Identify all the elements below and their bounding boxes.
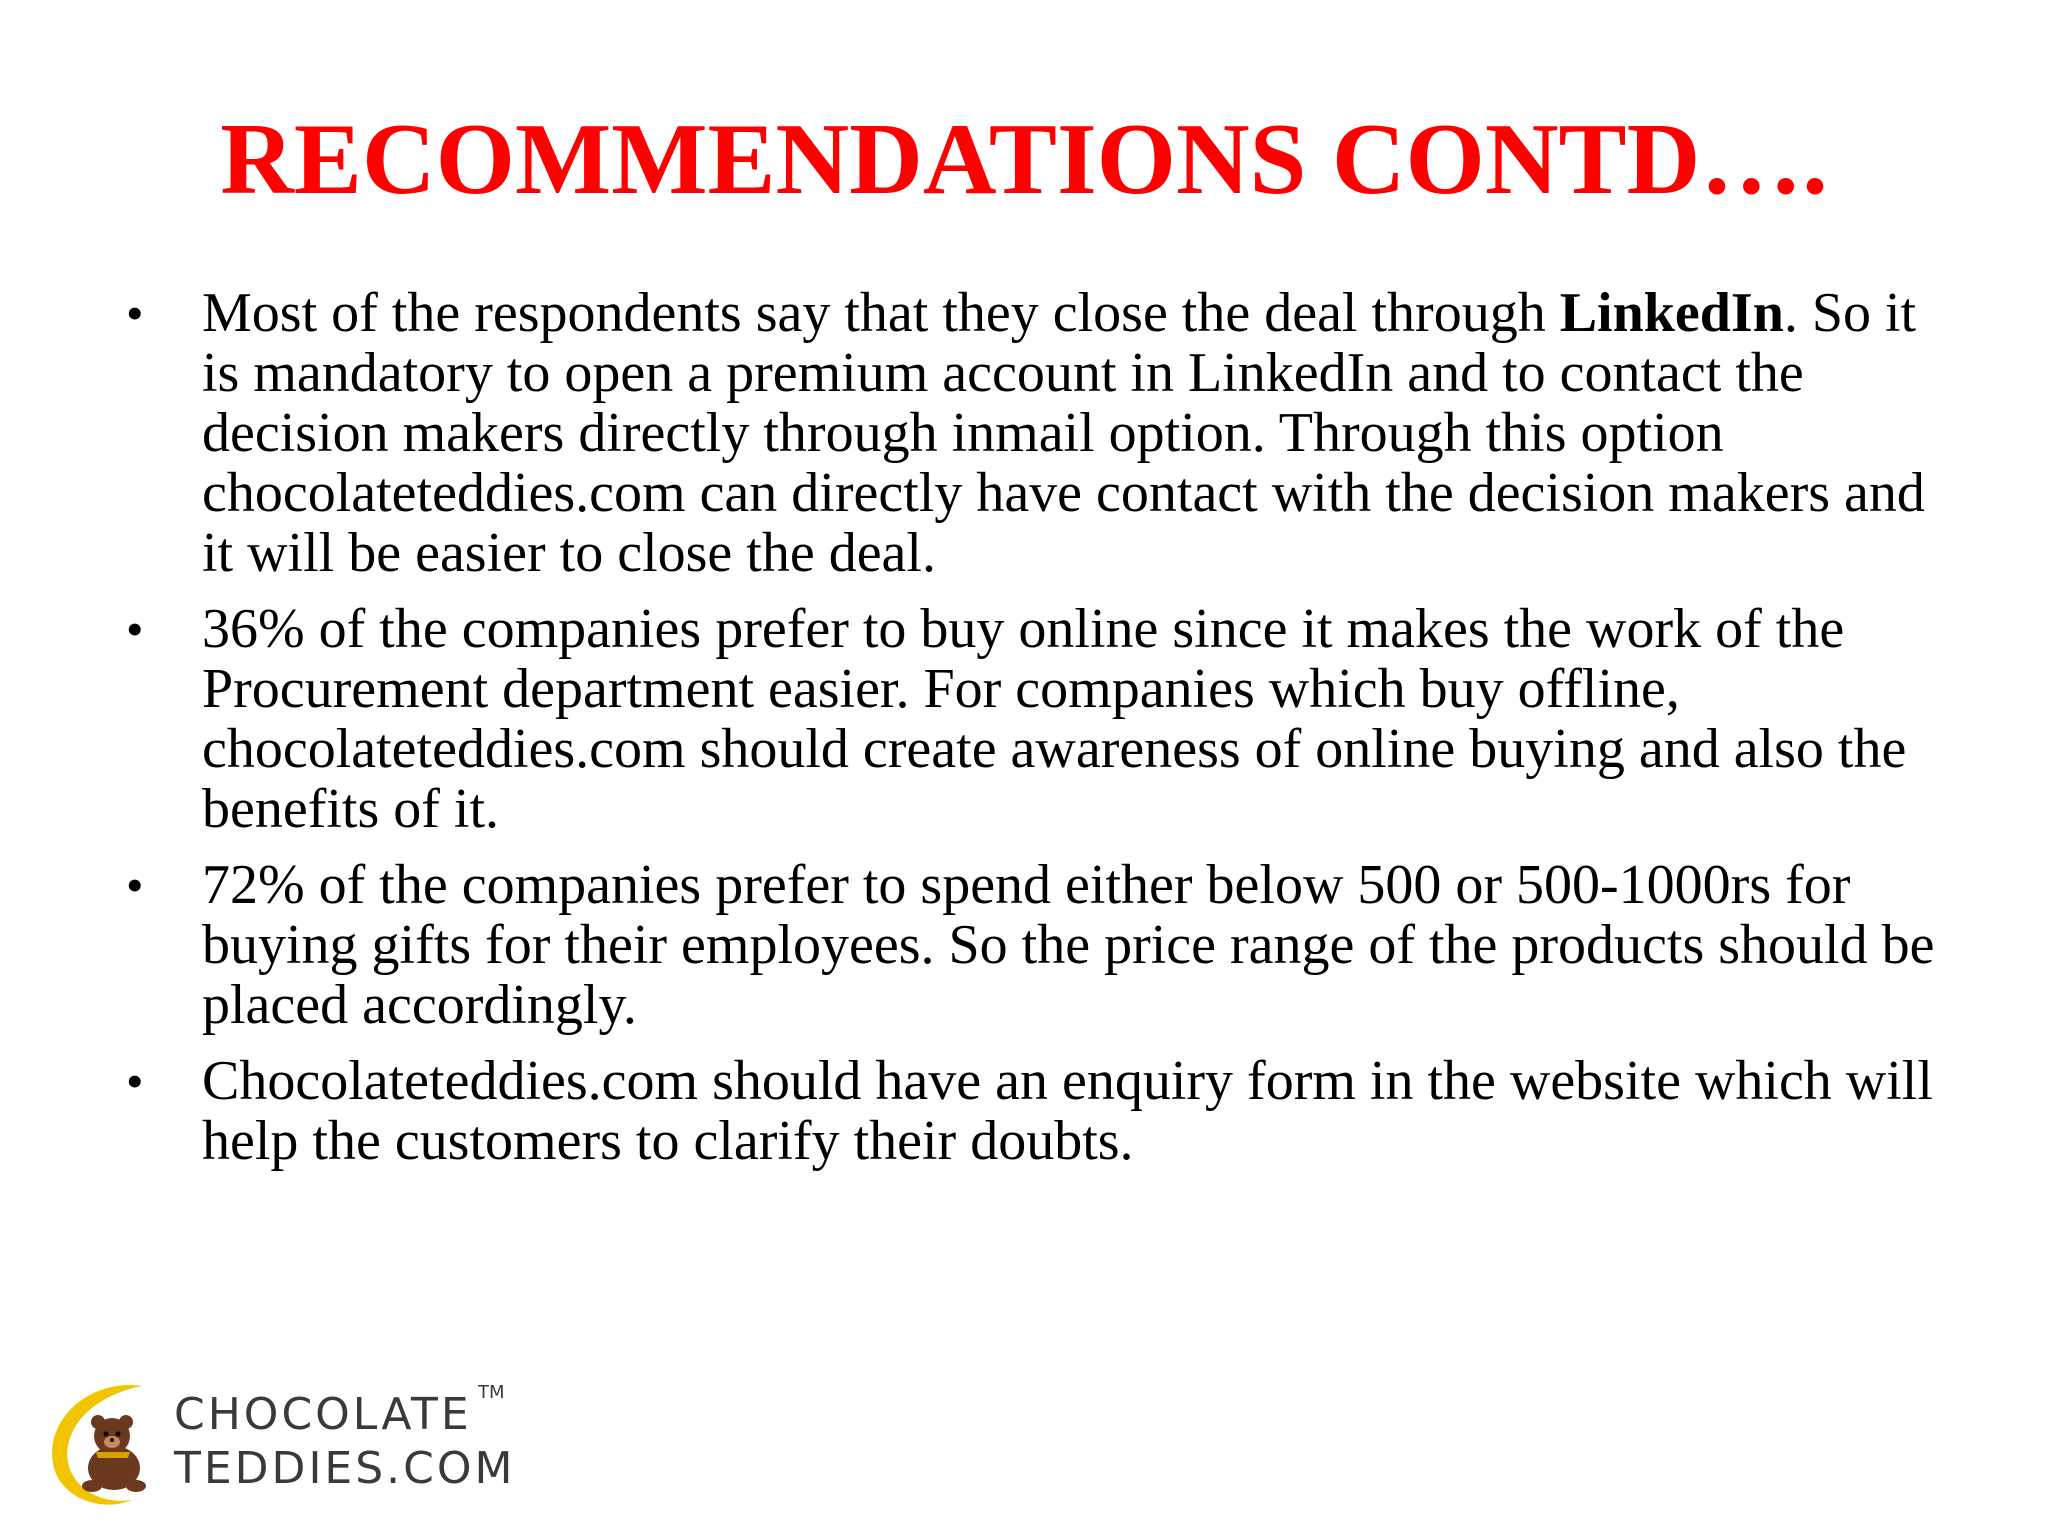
bullet-item xyxy=(126,855,1966,1035)
bullet-list xyxy=(126,283,1966,1187)
teddy-moon-logo-icon xyxy=(32,1368,182,1518)
bullet-marker: • xyxy=(126,857,144,913)
bullet-marker: • xyxy=(126,1053,144,1109)
bullet-item xyxy=(126,283,1966,583)
logo-text-teddies: TEDDIES.COM xyxy=(174,1443,516,1494)
bullet-text: 36% of the companies prefer to buy online since it makes the work of the Procurement department easier. For companies which buy offline, chocolateteddies.com should create awareness of online buying and also the benefits of it. xyxy=(202,598,1907,840)
bullet-text-before: Most of the respondents say that they close the deal through xyxy=(202,282,1560,344)
bullet-marker: • xyxy=(126,601,144,657)
logo-text-chocolate: CHOCOLATE xyxy=(174,1389,472,1440)
slide-title: RECOMMENDATIONS CONTD…. xyxy=(220,103,1828,216)
logo-trademark: TM xyxy=(478,1382,505,1403)
brand-logo xyxy=(32,1368,516,1518)
bullet-item xyxy=(126,1051,1966,1171)
linkedin-term: LinkedIn xyxy=(1559,282,1784,344)
bullet-text: 72% of the companies prefer to spend either below 500 or 500-1000rs for buying gifts for their employees. So the price range of the products should be placed accordingly. xyxy=(202,854,1935,1036)
bullet-item xyxy=(126,599,1966,839)
bullet-text: Chocolateteddies.com should have an enquiry form in the website which will help the customers to clarify their doubts. xyxy=(202,1050,1933,1172)
bullet-marker: • xyxy=(126,285,144,341)
bullet-text-after: . So it is mandatory to open a premium account in LinkedIn and to contact the decision makers directly through inmail option. Through this option chocolateteddies.com can directly have contact with the decision makers and it will be easier to close the deal. xyxy=(202,282,1925,584)
